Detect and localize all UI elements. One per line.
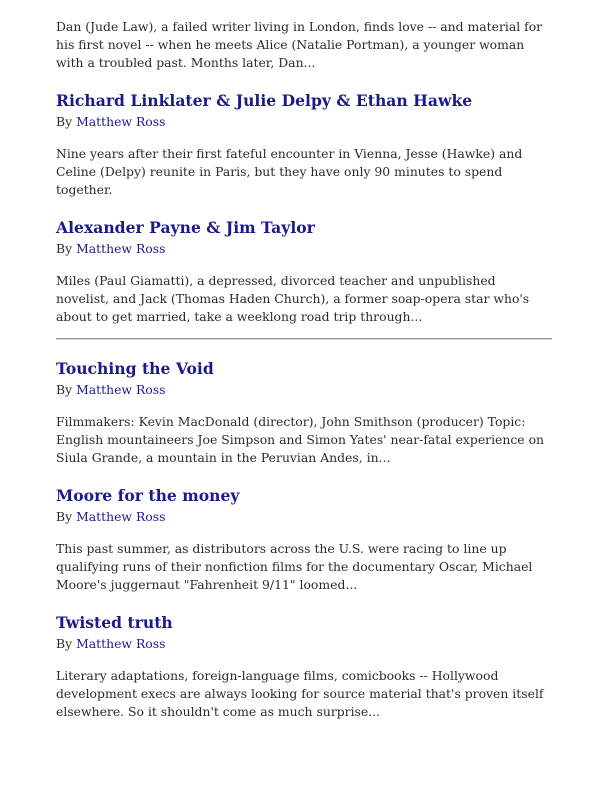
byline-prefix: By bbox=[56, 382, 73, 397]
article-teaser: Filmmakers: Kevin MacDonald (director), John Smithson (producer) Topic: English mountaineers Joe Simpson and Simon Yates' near-fatal experience on Siula Grande, a mountain in the Peruvian Andes, in... bbox=[56, 414, 545, 465]
byline bbox=[56, 508, 552, 525]
article-item bbox=[56, 467, 552, 594]
byline-prefix: By bbox=[56, 636, 73, 651]
article-teaser: Nine years after their first fateful encounter in Vienna, Jesse (Hawke) and Celine (Delpy) reunite in Paris, but they have only 90 minutes to spend together. bbox=[56, 146, 523, 197]
intro-teaser: Dan (Jude Law), a failed writer living in London, finds love -- and material for his first novel -- when he meets Alice (Natalie Portman), a younger woman with a troubled past. Months later, Dan... bbox=[56, 19, 543, 70]
byline-prefix: By bbox=[56, 241, 73, 256]
byline bbox=[56, 240, 552, 257]
article-item bbox=[56, 199, 552, 326]
byline bbox=[56, 635, 552, 652]
byline-prefix: By bbox=[56, 509, 73, 524]
article-title-link[interactable]: Moore for the money bbox=[56, 486, 240, 505]
article-item bbox=[56, 594, 552, 721]
article-teaser: Literary adaptations, foreign-language films, comicbooks -- Hollywood development execs are always looking for source material that's proven itself elsewhere. So it shouldn't come as much surprise... bbox=[56, 668, 544, 719]
article-title-link[interactable]: Richard Linklater & Julie Delpy & Ethan Hawke bbox=[56, 91, 473, 110]
author-link[interactable]: Matthew Ross bbox=[76, 636, 166, 651]
article-teaser: This past summer, as distributors across the U.S. were racing to line up qualifying runs of their nonfiction films for the documentary Oscar, Michael Moore's juggernaut "Fahrenheit 9/11" loomed... bbox=[56, 541, 533, 592]
article-item bbox=[56, 72, 552, 199]
byline bbox=[56, 113, 552, 130]
byline bbox=[56, 381, 552, 398]
article-title-link[interactable]: Alexander Payne & Jim Taylor bbox=[56, 218, 315, 237]
author-link[interactable]: Matthew Ross bbox=[76, 509, 166, 524]
article-item bbox=[56, 359, 552, 467]
article-teaser: Miles (Paul Giamatti), a depressed, divorced teacher and unpublished novelist, and Jack (Thomas Haden Church), a former soap-opera star who's about to get married, take a weeklong road trip through... bbox=[56, 273, 530, 324]
author-link[interactable]: Matthew Ross bbox=[76, 382, 166, 397]
author-link[interactable]: Matthew Ross bbox=[76, 241, 166, 256]
byline-prefix: By bbox=[56, 114, 73, 129]
author-link[interactable]: Matthew Ross bbox=[76, 114, 166, 129]
article-title-link[interactable]: Touching the Void bbox=[56, 359, 214, 378]
article-title-link[interactable]: Twisted truth bbox=[56, 613, 173, 632]
article-list-page bbox=[56, 18, 552, 721]
